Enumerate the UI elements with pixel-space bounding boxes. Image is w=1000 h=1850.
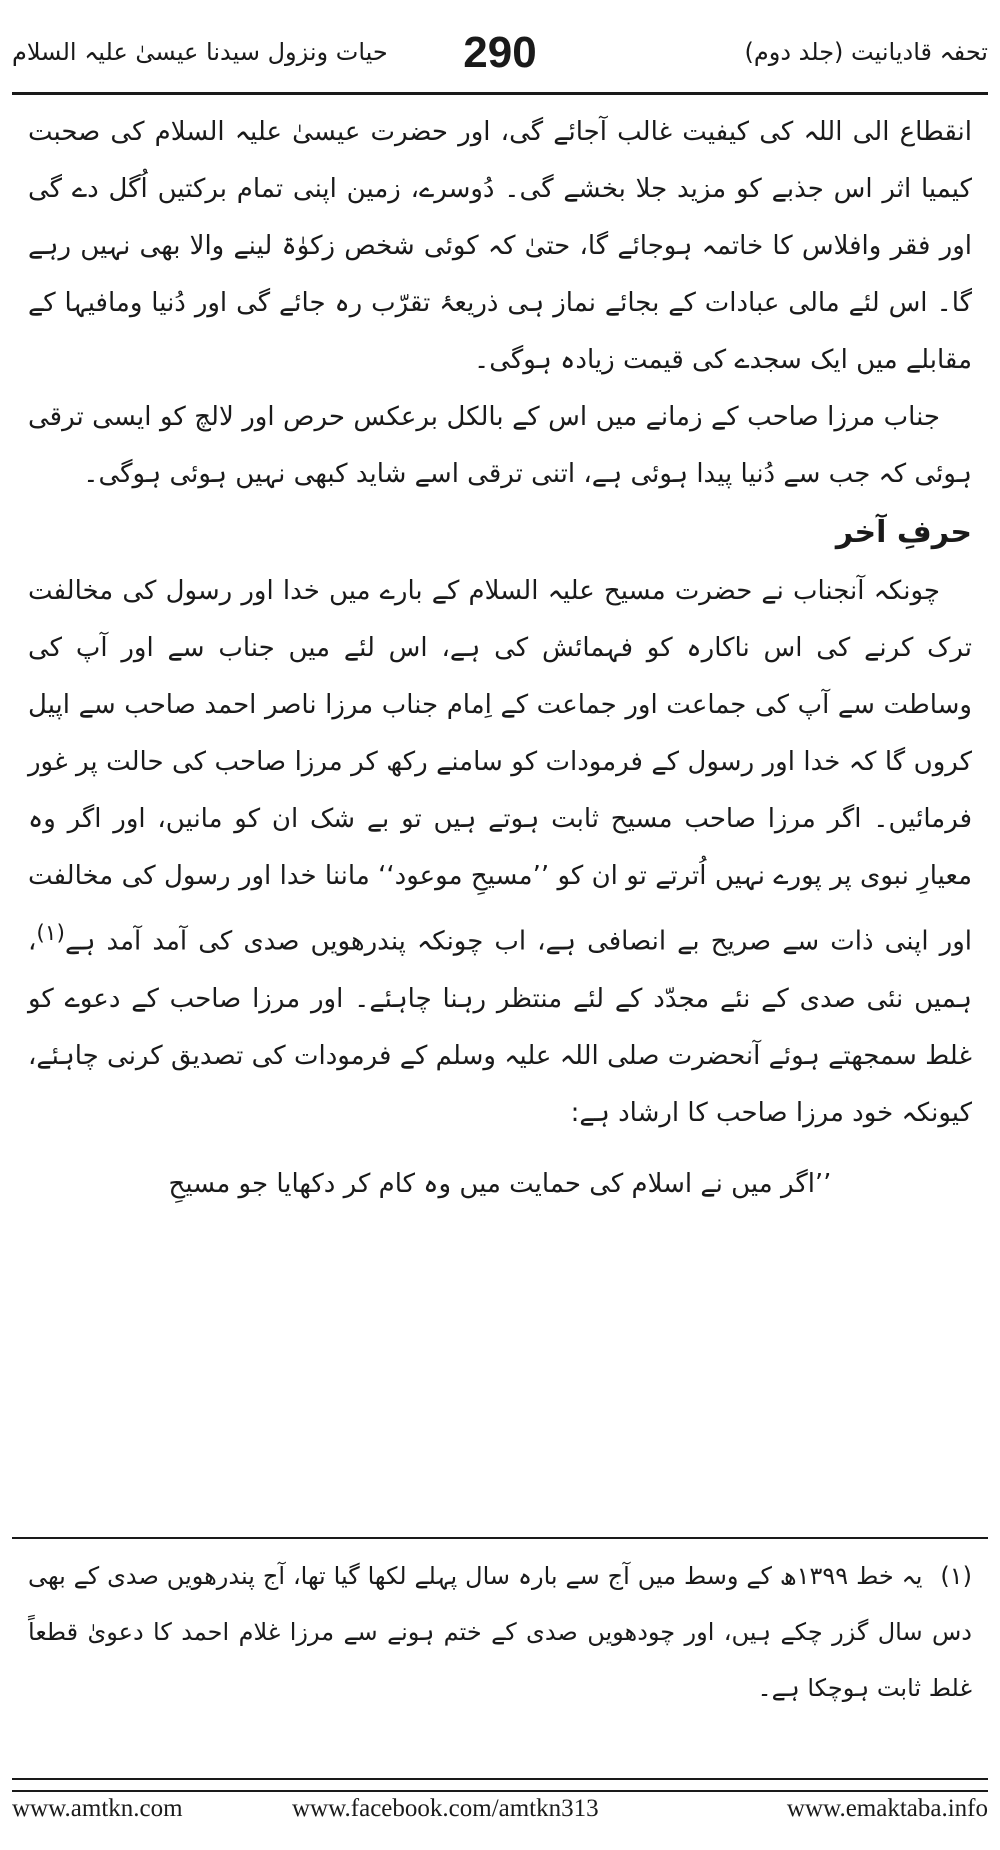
book-title: تحفہ قادیانیت (جلد دوم) — [744, 38, 988, 66]
footnote-divider — [12, 1537, 988, 1539]
header-divider — [12, 92, 988, 95]
link-facebook[interactable]: www.facebook.com/amtkn313 — [292, 1795, 599, 1822]
footnote-text: یہ خط ۱۳۹۹ھ کے وسط میں آج سے بارہ سال پہلے لکھا گیا تھا، آج پندرھویں صدی کے بھی دس سال گزر چکے ہیں، اور چودھویں صدی کے ختم ہونے سے مرزا غلام احمد کا دعویٰ قطعاً غلط ثابت ہوچکا ہے۔ — [28, 1562, 972, 1702]
main-text — [28, 104, 972, 1212]
paragraph-1: انقطاع الی اللہ کی کیفیت غالب آجائے گی، اور حضرت عیسیٰ علیہ السلام کی صحبت کیمیا اثر اس جذبے کو مزید جلا بخشے گی۔ دُوسرے، زمین اپنی تمام برکتیں اُگل دے گی اور فقر وافلاس کا خاتمہ ہوجائے گا، حتیٰ کہ کوئی شخص زکوٰۃ لینے والا بھی نہیں رہے گا۔ اس لئے مالی عبادات کے بجائے نماز ہی ذریعۂ تقرّب رہ جائے گی اور دُنیا ومافیہا کے مقابلے میں ایک سجدے کی قیمت زیادہ ہوگی۔ — [28, 117, 972, 375]
paragraph-3 — [28, 563, 972, 1142]
section-title: حیات ونزول سیدنا عیسیٰ علیہ السلام — [12, 38, 388, 66]
link-emaktaba[interactable]: www.emaktaba.info — [786, 1795, 988, 1822]
footer-links — [12, 1795, 988, 1831]
paragraph-3-part-1: چونکہ آنجناب نے حضرت مسیح علیہ السلام کے بارے میں خدا اور رسول کی مخالفت ترک کرنے کی اس ناکارہ کو فہمائش کی ہے، اس لئے میں جناب سے اور آپ کی وساطت سے آپ کی جماعت اور جماعت کے اِمام جناب مرزا ناصر احمد صاحب سے اپیل کروں گا کہ خدا اور رسول کے فرمودات کو سامنے رکھ کر مرزا صاحب کی حالت پر غور فرمائیں۔ اگر مرزا صاحب مسیح ثابت ہوتے ہیں تو بے شک ان کو مانیں، اور اگر وہ معیارِ نبوی پر پورے نہیں اُترتے تو ان کو ’’مسیحِ موعود‘‘ ماننا خدا اور رسول کی مخالفت اور اپنی ذات سے صریح بے انصافی ہے، اب چونکہ پندرھویں صدی کی آمد آمد ہے — [28, 576, 972, 957]
footer-double-rule — [12, 1778, 988, 1792]
page-number: 290 — [463, 28, 537, 77]
paragraph-3-part-2: ، ہمیں نئی صدی کے نئے مجدّد کے لئے منتظر رہنا چاہئے۔ اور مرزا صاحب کے دعوے کو غلط سمجھتے ہوئے آنحضرت صلی اللہ علیہ وسلم کے فرمودات کی تصدیق کرنی چاہئے، کیونکہ خود مرزا صاحب کا ارشاد ہے: — [28, 926, 972, 1128]
link-amtkn[interactable]: www.amtkn.com — [12, 1795, 183, 1822]
paragraph-2: جناب مرزا صاحب کے زمانے میں اس کے بالکل برعکس حرص اور لالچ کو ایسی ترقی ہوئی کہ جب سے دُنیا پیدا ہوئی ہے، اتنی ترقی اسے شاید کبھی نہیں ہوئی ہوگی۔ — [28, 402, 972, 489]
footnote — [28, 1548, 972, 1716]
section-heading: حرفِ آخر — [835, 515, 972, 550]
quotation: ’’اگر میں نے اسلام کی حمایت میں وہ کام کر دکھایا جو مسیحِ — [168, 1168, 832, 1199]
footnote-marker: (۱) — [940, 1562, 972, 1590]
footnote-reference: (۱) — [36, 921, 65, 946]
page-header — [12, 28, 988, 84]
